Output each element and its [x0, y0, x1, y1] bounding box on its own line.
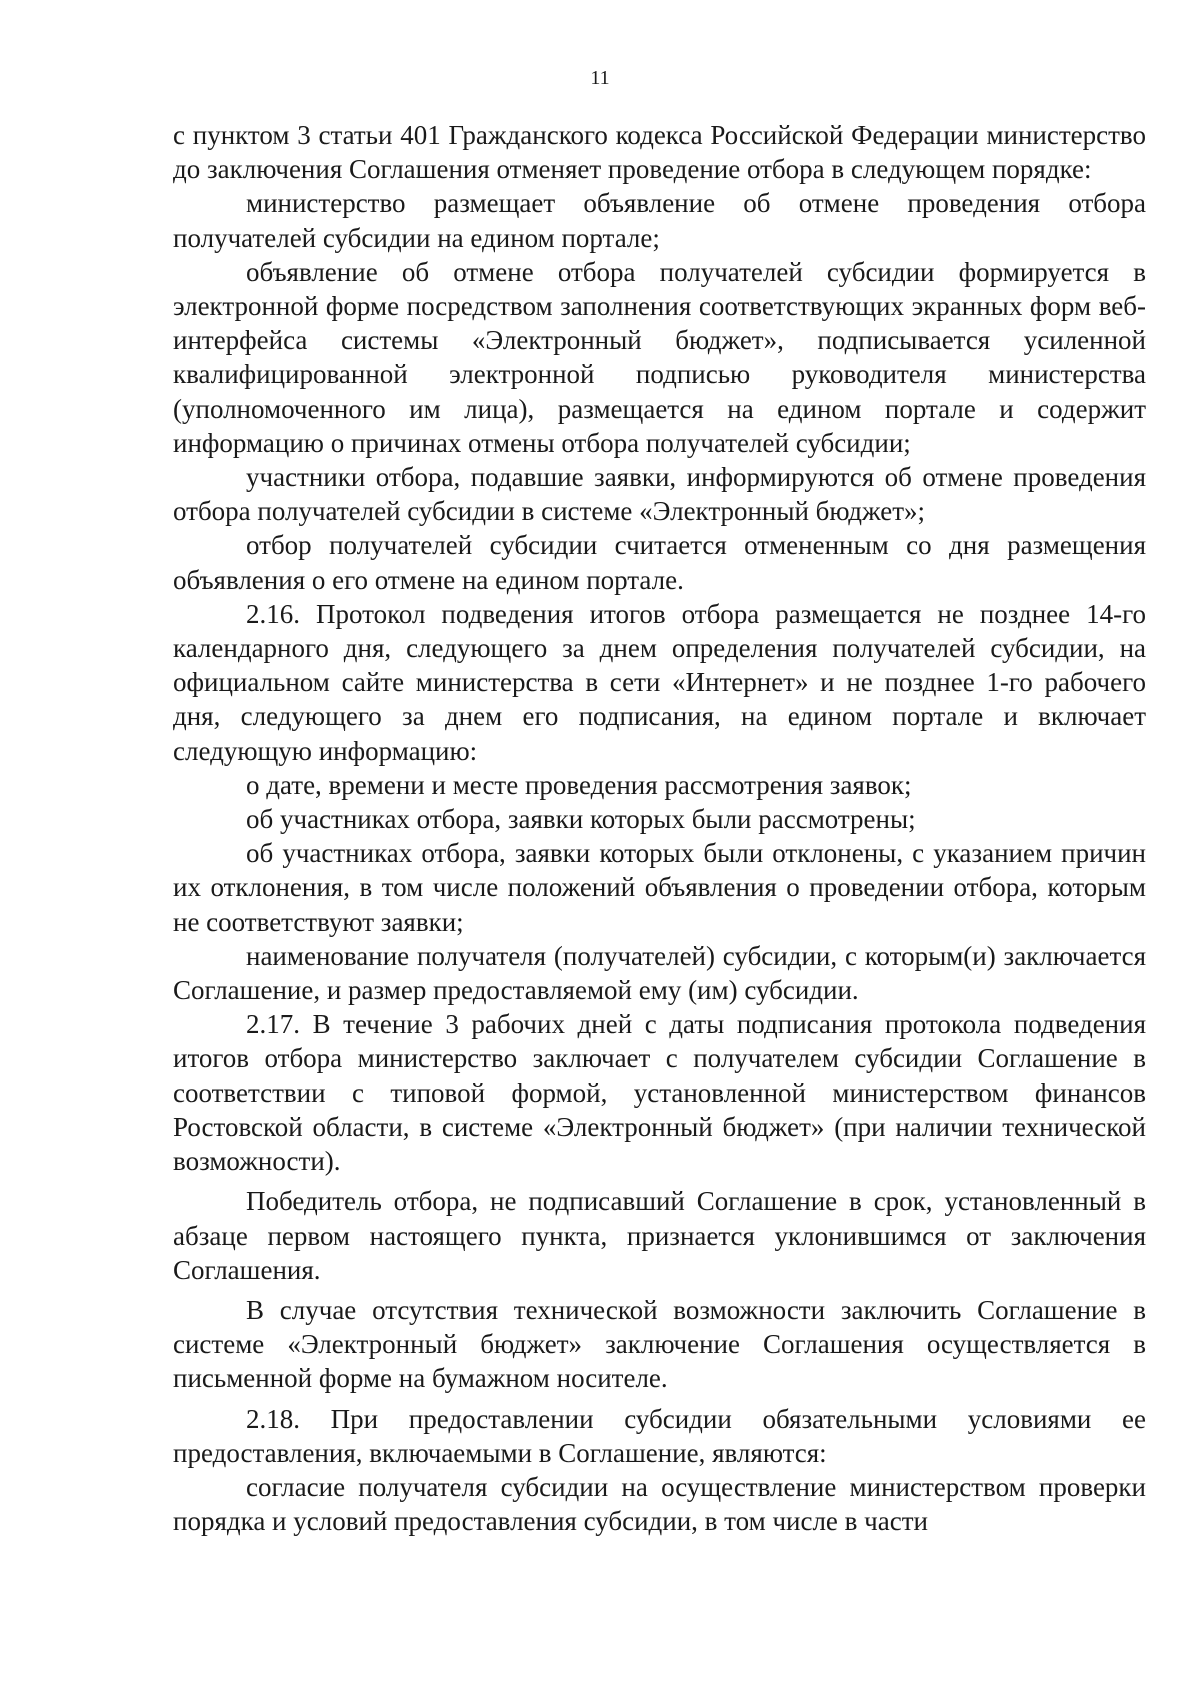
paragraph-reviewed-participants: об участниках отбора, заявки которых были рассмотрены;: [246, 804, 916, 835]
paragraph-announcement-posting: министерство размещает объявление об отмене проведения отбора получателей субсидии на едином портале;: [173, 188, 1146, 253]
paragraph-rejected-participants: об участниках отбора, заявки которых были отклонены, с указанием причин их отклонения, в том числе положений объявления о проведении отбора, которым не соответствуют заявки;: [173, 838, 1146, 937]
paragraph-continuation: с пунктом 3 статьи 401 Гражданского кодекса Российской Федерации министерство до заключения Соглашения отменяет проведение отбора в следующем порядке:: [173, 120, 1146, 185]
paragraph-selection-cancelled: отбор получателей субсидии считается отмененным со дня размещения объявления о его отмене на едином портале.: [173, 530, 1146, 595]
paragraph-recipient-consent: согласие получателя субсидии на осуществление министерством проверки порядка и условий предоставления субсидии, в том числе в части: [173, 1471, 1146, 1537]
paragraph-2-18: 2.18. При предоставлении субсидии обязательными условиями ее предоставления, включаемыми в Соглашение, являются:: [173, 1403, 1146, 1468]
paragraph-2-17: 2.17. В течение 3 рабочих дней с даты подписания протокола подведения итогов отбора министерство заключает с получателем субсидии Соглашение в соответствии с типовой формой, установленной министерством финансов Ростовской области, в системе «Электронный бюджет» (при наличии технической возможности).: [173, 1009, 1146, 1177]
paragraph-paper-agreement: В случае отсутствия технической возможности заключить Соглашение в системе «Электронный бюджет» заключение Соглашения осуществляется в письменной форме на бумажном носителе.: [173, 1294, 1146, 1394]
paragraph-winner-evasion: Победитель отбора, не подписавший Соглашение в срок, установленный в абзаце первом настоящего пункта, признается уклонившимся от заключения Соглашения.: [173, 1186, 1146, 1285]
paragraph-2-16: 2.16. Протокол подведения итогов отбора размещается не позднее 14-го календарного дня, следующего за днем определения получателей субсидии, на официальном сайте министерства в сети «Интернет» и не позднее 1-го рабочего дня, следующего за днем его подписания, на едином портале и включает следующую информацию:: [173, 598, 1146, 766]
document-body: [173, 118, 1146, 1538]
paragraph-participants-informed: участники отбора, подавшие заявки, информируются об отмене проведения отбора получателей субсидии в системе «Электронный бюджет»;: [173, 462, 1146, 527]
paragraph-recipient-name: наименование получателя (получателей) субсидии, с которым(и) заключается Соглашение, и размер предоставляемой ему (им) субсидии.: [173, 940, 1146, 1006]
paragraph-review-date: о дате, времени и месте проведения рассмотрения заявок;: [246, 769, 912, 800]
page-number: 11: [590, 67, 610, 89]
paragraph-announcement-form: объявление об отмене отбора получателей субсидии формируется в электронной форме посредством заполнения соответствующих экранных форм веб-интерфейса системы «Электронный бюджет», подписывается усиленной квалифицированной электронной подписью руководителя министерства (уполномоченного им лица), размещается на едином портале и содержит информацию о причинах отмены отбора получателей субсидии;: [173, 256, 1146, 458]
